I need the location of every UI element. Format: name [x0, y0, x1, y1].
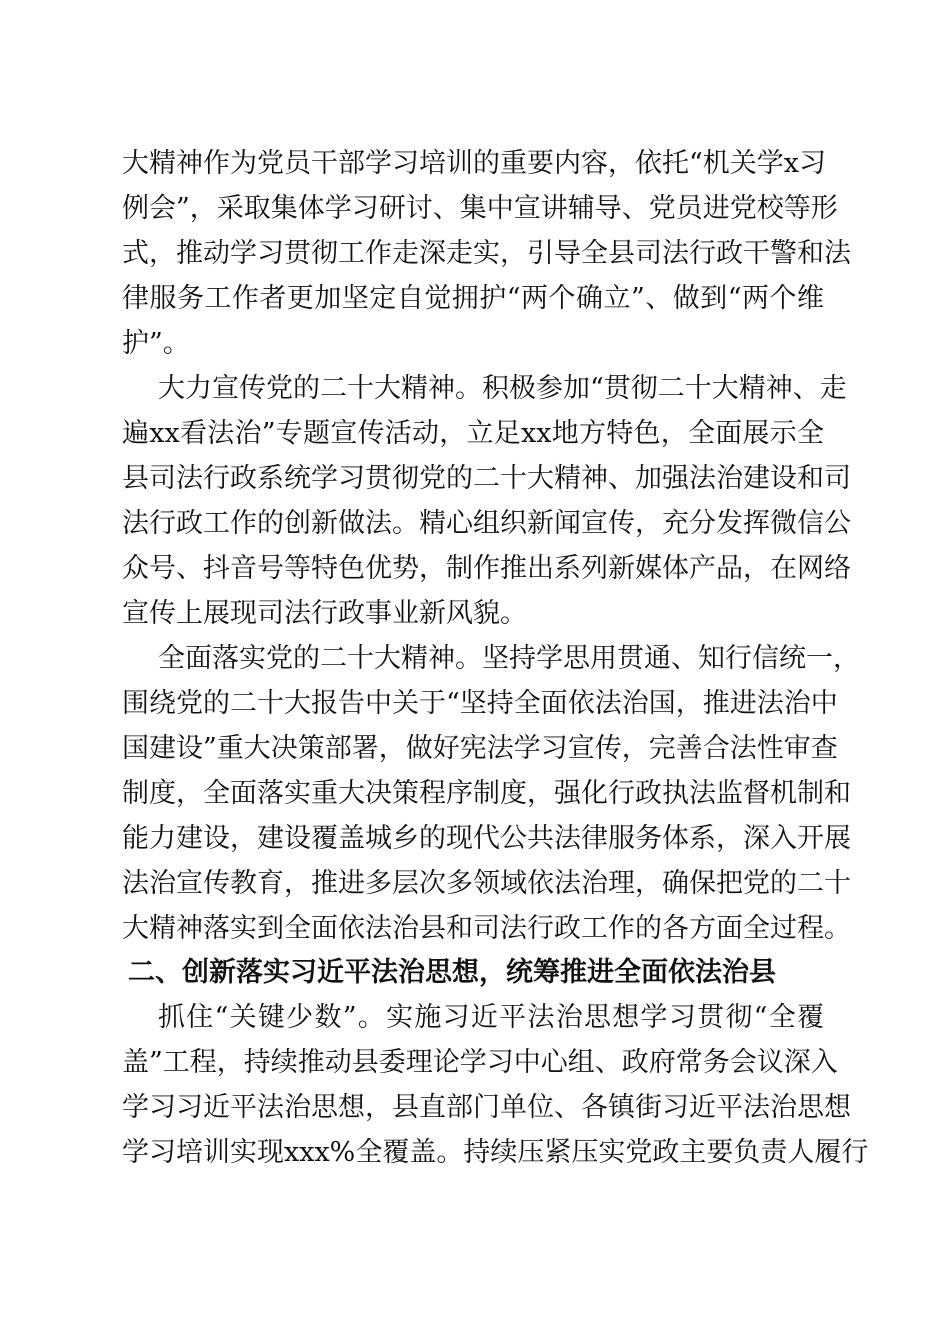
paragraph-3 — [122, 636, 860, 951]
text-line: 盖”工程，持续推动县委理论学习中心组、政府常务会议深入 — [122, 1047, 838, 1078]
text-line: 能力建设，建设覆盖城乡的现代公共法律服务体系，深入开展 — [122, 823, 851, 854]
text-line: 围绕党的二十大报告中关于“坚持全面依法治国，推进法治中 — [122, 688, 838, 719]
text-line: 学习培训实现xxx%全覆盖。持续压紧压实党政主要负责人履行 — [122, 1137, 869, 1168]
text-line: 制度，全面落实重大决策程序制度，强化行政执法监督机制和 — [122, 778, 851, 809]
text-line: 抓住“关键少数”。实施习近平法治思想学习贯彻“全覆 — [158, 1002, 824, 1033]
paragraph-4 — [122, 995, 869, 1175]
text-line: 式，推动学习贯彻工作走深走实，引导全县司法行政干警和法 — [122, 238, 851, 269]
text-line: 护”。 — [122, 328, 190, 359]
paragraph-2 — [122, 366, 851, 636]
text-line: 例会”，采取集体学习研讨、集中宣讲辅导、党员进党校等形 — [122, 193, 838, 224]
text-line: 大精神落实到全面依法治县和司法行政工作的各方面全过程。 — [122, 913, 851, 944]
document-body — [122, 141, 869, 1175]
text-line: 全面落实党的二十大精神。坚持学思用贯通、知行信统一， — [158, 643, 860, 674]
text-line: 遍xx看法治”专题宣传活动，立足xx地方特色，全面展示全 — [122, 418, 824, 449]
text-line: 律服务工作者更加坚定自觉拥护“两个确立”、做到“两个维 — [122, 283, 824, 314]
text-line: 大精神作为党员干部学习培训的重要内容，依托“机关学x习 — [122, 148, 827, 179]
text-line: 法行政工作的创新做法。精心组织新闻宣传，充分发挥微信公 — [122, 508, 851, 539]
text-line: 学习习近平法治思想，县直部门单位、各镇街习近平法治思想 — [122, 1092, 851, 1123]
text-line: 大力宣传党的二十大精神。积极参加“贯彻二十大精神、走 — [158, 373, 847, 404]
section-heading: 二、创新落实习近平法治思想，统筹推进全面依法治县 — [128, 957, 776, 988]
text-line: 国建设”重大决策部署，做好宪法学习宣传，完善合法性审查 — [122, 733, 838, 764]
text-line: 法治宣传教育，推进多层次多领域依法治理，确保把党的二十 — [122, 868, 851, 899]
paragraph-1 — [122, 141, 851, 366]
text-line: 县司法行政系统学习贯彻党的二十大精神、加强法治建设和司 — [122, 463, 851, 494]
text-line: 众号、抖音号等特色优势，制作推出系列新媒体产品，在网络 — [122, 553, 851, 584]
text-line: 宣传上展现司法行政事业新风貌。 — [122, 598, 527, 629]
